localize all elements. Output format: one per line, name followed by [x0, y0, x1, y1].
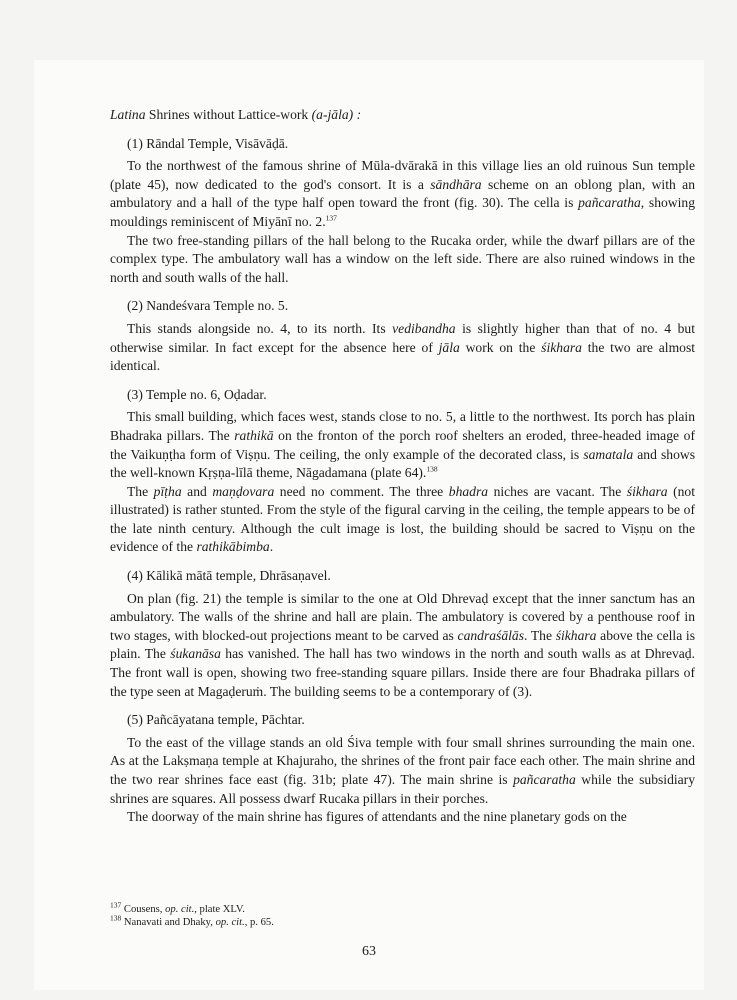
paragraph: The two free-standing pillars of the hall belong to the Rucaka order, while the dwarf pillars are of the complex type. The ambulatory wall has a window on the left side. There are also ruined windows in the north and south walls of the hall. — [110, 232, 695, 285]
paragraph: On plan (fig. 21) the temple is similar to the one at Old Dhrevaḍ except that the inner sanctum has an ambulatory. The walls of the shrine and hall are plain. The ambulatory is covered by a penthouse roof in two stages, with blocked-out projections meant to be carved as candraśālās. The śikhara above the cella is plain. The śukanāsa has vanished. The hall has two windows in the north and south walls as at Dhrevaḍ. The front wall is open, showing two free-standing square pillars. Inside there are four Bhadraka pillars of the type seen at Magaḍeruṁ. The building seems to be a contemporary of (3). — [110, 590, 696, 699]
paragraph: To the east of the village stands an old Śiva temple with four small shrines surrounding the main one. As at the Lakṣmaṇa temple at Khajuraho, the shrines of the front pair face each other. The main shrine and the two rear shrines face east (fig. 31b; plate 47). The main shrine is pañcaratha while the subsidiary shrines are squares. All possess dwarf Rucaka pillars in their porches. — [110, 734, 695, 806]
page-body — [110, 106, 695, 827]
section-title: Latina Shrines without Lattice-work (a-jāla) : — [110, 107, 362, 122]
section-heading-5: (5) Pañcāyatana temple, Pāchtar. — [127, 712, 305, 728]
footnote-ref: 138 — [426, 464, 438, 474]
footnotes — [110, 900, 695, 929]
paragraph: The doorway of the main shrine has figures of attendants and the nine planetary gods on the — [127, 809, 627, 825]
paragraph: The pīṭha and maṇḍovara need no comment. The three bhadra niches are vacant. The śikhara (not illustrated) is rather stunted. From the style of the figural carving in the ceiling, the temple appears to be of the late ninth century. Although the cult image is lost, the building should be sacred to Viṣṇu on the evidence of the rathikābimba. — [110, 483, 696, 555]
book-page — [34, 60, 704, 990]
paragraph: To the northwest of the famous shrine of Mūla-dvārakā in this village lies an old ruinous Sun temple (plate 45), now dedicated to the god's consort. It is a sāndhāra scheme on an oblong plan, with an ambulatory and a hall of the type half open toward the front (fig. 30). The cella is pañcaratha, showing mouldings reminiscent of Miyānī no. 2.$^{137}$ — [110, 158, 695, 229]
paragraph: This small building, which faces west, stands close to no. 5, a little to the northwest. Its porch has plain Bhadraka pillars. The rathikā on the fronton of the porch roof shelters an eroded, three-headed image of the Vaikuṇṭha form of Viṣṇu. The ceiling, the only example of the decorated class, is samatala and shows the well-known Kṛṣṇa-līlā theme, Nāgadamana (plate 64).$^{138}$ — [110, 409, 696, 481]
section-heading-4: (4) Kālikā mātā temple, Dhrāsaṇavel. — [127, 568, 331, 584]
footnote-138: $^{138}$ Nanavati and Dhaky, op. cit., p. 65. — [110, 913, 274, 928]
footnote-ref: 137 — [325, 213, 337, 223]
footnote-137: $^{137}$ Cousens, op. cit., plate XLV. — [110, 900, 245, 915]
section-heading-1: (1) Rāndal Temple, Visāvāḍā. — [127, 135, 289, 151]
section-heading-2: (2) Nandeśvara Temple no. 5. — [127, 298, 289, 314]
page-number: 63 — [362, 944, 376, 959]
section-heading-3: (3) Temple no. 6, Oḍadar. — [127, 386, 267, 402]
paragraph: This stands alongside no. 4, to its north. Its vedibandha is slightly higher than that of no. 4 but otherwise similar. In fact except for the absence here of jāla work on the śikhara the two are almost identical. — [110, 320, 696, 374]
